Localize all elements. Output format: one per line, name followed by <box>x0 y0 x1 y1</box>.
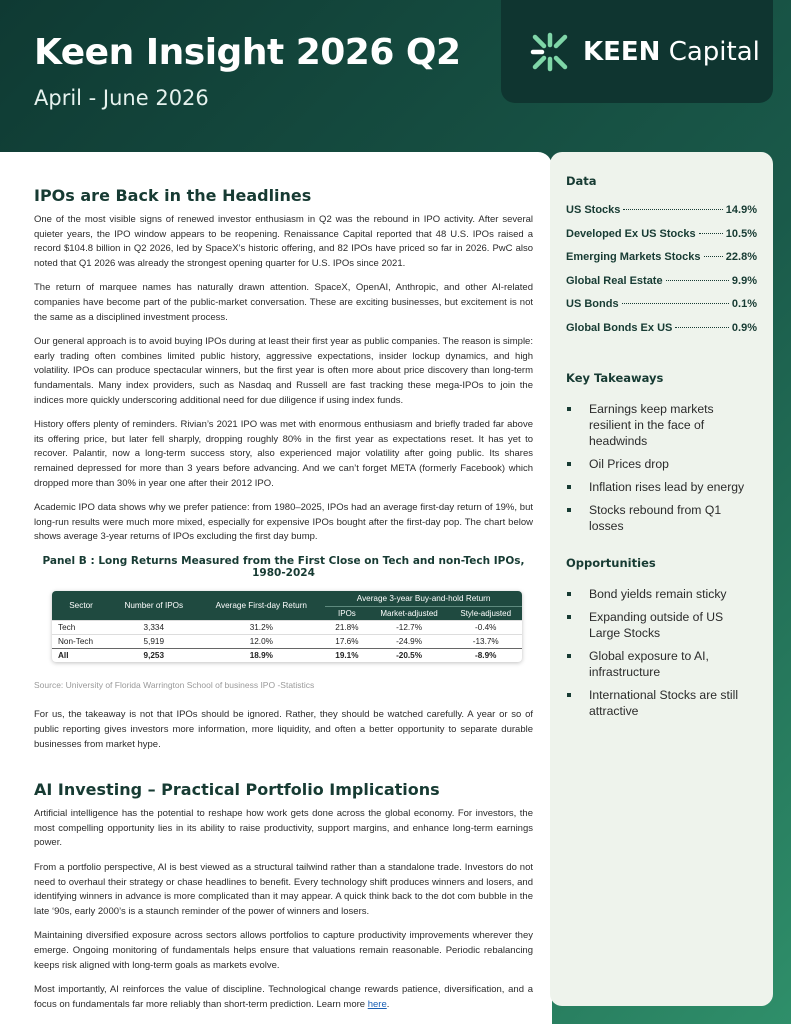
table-cell: -0.4% <box>449 620 522 634</box>
table-cell: 12.0% <box>197 634 325 648</box>
table-subheader: IPOs <box>325 606 369 620</box>
table-cell: -8.9% <box>449 648 522 662</box>
paragraph: Most importantly, AI reinforces the value of discipline. Technological change rewards patience, diversification, and a focus on fundamentals far more reliably than short-term prediction. Learn more here. <box>34 984 533 1010</box>
table-header: Average 3-year Buy-and-hold Return <box>325 591 522 607</box>
stat-row: Global Real Estate 9.9% <box>566 274 757 287</box>
table-cell: 18.9% <box>197 648 325 662</box>
brand-name: KEEN Capital <box>583 36 760 67</box>
table-header: Average First-day Return <box>197 591 325 621</box>
list-item: Bond yields remain sticky <box>566 586 757 602</box>
table-subheader: Market-adjusted <box>369 606 450 620</box>
section-heading-ai: AI Investing – Practical Portfolio Implications <box>34 780 440 800</box>
sidebar <box>550 152 773 1006</box>
table-cell: 19.1% <box>325 648 369 662</box>
paragraph: Our general approach is to avoid buying IPOs during at least their first year as public companies. The reason is simple: early trading often combines limited public history, aggressive expectations, insider lockup dynamics, and high volatility. IPOs can produce spectacular winners, but the first year is often more about price discovery than long-term fundamentals. Many index providers, such as Nasdaq and Russell are fast tracking these mega-IPOs to join the indices more quickly underscoring additional need for due diligence if using index funds. <box>34 336 533 406</box>
list-item: Stocks rebound from Q1 losses <box>566 502 757 534</box>
paragraph: Academic IPO data shows why we prefer patience: from 1980–2025, IPOs had an average first-day return of 19%, but long-run results were much more mixed, especially for expensive IPOs bought after the first-day pop. The chart below shows average 3-year returns of IPOs excluding the first day bump. <box>34 502 533 543</box>
learn-more-link[interactable]: here <box>367 998 387 1010</box>
table-cell: 9,253 <box>110 648 197 662</box>
takeaways-heading: Key Takeaways <box>566 371 664 385</box>
table-subheader: Style-adjusted <box>449 606 522 620</box>
paragraph: Maintaining diversified exposure across sectors allows portfolios to capture productivity improvements wherever they emerge. Ongoing monitoring of fundamentals helps ensure that valuations remain reasonable. Periodic rebalancing keeps risk aligned with long-term goals as markets evolve. <box>34 930 533 971</box>
list-item: Global exposure to AI, infrastructure <box>566 648 757 680</box>
paragraph: Artificial intelligence has the potential to reshape how work gets done across the global economy. For investors, the most compelling opportunity lies in its ability to raise productivity, support margins, and enhance long-term earnings power. <box>34 808 533 849</box>
table-cell: 31.2% <box>197 620 325 634</box>
stat-row: US Bonds 0.1% <box>566 298 757 310</box>
paragraph: History offers plenty of reminders. Rivian’s 2021 IPO was met with enormous enthusiasm and briefly traded far above its offering price, but later fell sharply, dropping roughly 80% in the first year as expectations reset. It has yet to recover. Palantir, now a long-term success story, also experienced major volatility after going public. Its shares remained depressed for more than 3 years before advancing. And we can’t forget META (formerly Facebook) which dropped more than 30% in year one after their 2012 IPO. <box>34 419 533 489</box>
table-row <box>52 634 522 648</box>
data-heading: Data <box>566 174 597 188</box>
stat-row: Developed Ex US Stocks 10.5% <box>566 227 757 240</box>
list-item: Oil Prices drop <box>566 456 757 472</box>
takeaways-list <box>566 401 757 534</box>
paragraph: The return of marquee names has naturally drawn attention. SpaceX, OpenAI, Anthropic, and other AI-related companies have become part of the public-market conversation. These are exciting businesses, but excitement is not the same as a disciplined investment process. <box>34 282 533 323</box>
table-cell: -24.9% <box>369 634 450 648</box>
table-cell: -12.7% <box>369 620 450 634</box>
opportunities-list <box>566 586 757 719</box>
table-cell: Non-Tech <box>52 634 110 648</box>
source-note: Source: University of Florida Warrington School of business IPO -Statistics <box>34 680 315 691</box>
stat-row: Emerging Markets Stocks 22.8% <box>566 251 757 263</box>
keen-star-logo-icon <box>529 31 571 73</box>
paragraph: For us, the takeaway is not that IPOs should be ignored. Rather, they should be watched carefully. A year or so of public reporting gives investors more information, more liquidity, and often a better opportunity to separate durable businesses from market hype. <box>34 709 533 750</box>
ipo-returns-table <box>52 591 522 663</box>
table-cell: 21.8% <box>325 620 369 634</box>
stat-row: US Stocks 14.9% <box>566 204 757 216</box>
paragraph: One of the most visible signs of renewed investor enthusiasm in Q2 was the rebound in IPO activity. After several quieter years, the IPO window appears to be reopening. Renaissance Capital reported that 48 U.S. IPOs raised a record $104.8 billion in Q2 2026, led by SpaceX’s historic offering, and 82 IPOs have priced so far in 2026. PwC also noted that Q1 2026 was already the strongest opening quarter for U.S. IPOs since 2021. <box>34 214 533 269</box>
list-item: Expanding outside of US Large Stocks <box>566 609 757 641</box>
brand-logo <box>501 0 773 103</box>
table-cell: -13.7% <box>449 634 522 648</box>
table-row <box>52 620 522 634</box>
table-cell: 3,334 <box>110 620 197 634</box>
table-cell: -20.5% <box>369 648 450 662</box>
stats-list <box>566 204 757 345</box>
paragraph: From a portfolio perspective, AI is best viewed as a structural tailwind rather than a standalone trade. Investors do not need to overhaul their strategy or chase headlines to benefit. Every technology shift produces winners and losers, and identifying winners in advance is more complicated than it may appear. A quick think back to the dot com bubble in the late ‘90s, early 2000’s is a staunch reminder of the power of winners and losers. <box>34 861 533 917</box>
table-cell: 17.6% <box>325 634 369 648</box>
section-heading-ipos: IPOs are Back in the Headlines <box>34 186 312 205</box>
stat-row: Global Bonds Ex US 0.9% <box>566 321 757 334</box>
opportunities-heading: Opportunities <box>566 556 656 570</box>
page-title: Keen Insight 2026 Q2 <box>34 32 461 73</box>
table-header: Sector <box>52 591 110 621</box>
table-row <box>52 648 522 662</box>
main-content <box>0 152 552 1024</box>
table-cell: Tech <box>52 620 110 634</box>
table-cell: 5,919 <box>110 634 197 648</box>
table-cell: All <box>52 648 110 662</box>
page-subtitle: April - June 2026 <box>34 86 209 110</box>
list-item: Inflation rises lead by energy <box>566 479 757 495</box>
table-header: Number of IPOs <box>110 591 197 621</box>
list-item: Earnings keep markets resilient in the face of headwinds <box>566 401 757 449</box>
panel-title: Panel B : Long Returns Measured from the First Close on Tech and non-Tech IPOs, 1980-2024 <box>42 554 525 579</box>
list-item: International Stocks are still attractive <box>566 687 757 719</box>
